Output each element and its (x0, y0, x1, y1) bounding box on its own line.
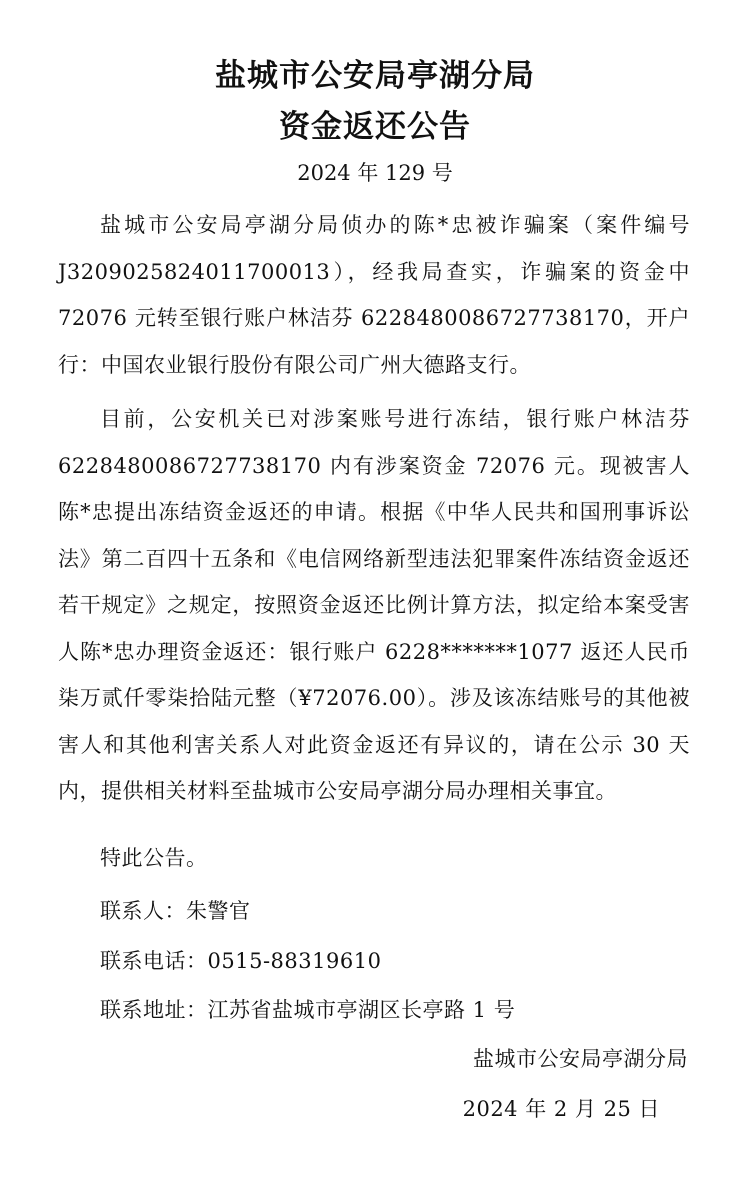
title-line-2: 资金返还公告 (279, 109, 471, 145)
notice-line: 特此公告。 (100, 846, 208, 870)
paragraph-1-text: 盐城市公安局亭湖分局侦办的陈*忠被诈骗案（案件编号J3209025824011700013），经我局查实，诈骗案的资金中 72076 元转至银行账户林洁芬 6228480086727738170，开户行：中国农业银行股份有限公司广州大德路支行。 (58, 213, 690, 377)
contact-person: 联系人：朱警官 (100, 899, 251, 923)
signature-date: 2024 年 2 月 25 日 (462, 1097, 660, 1121)
signature-organization: 盐城市公安局亭湖分局 (473, 1047, 688, 1071)
paragraph-case-details (58, 202, 690, 388)
contact-address: 联系地址：江苏省盐城市亭湖区长亭路 1 号 (100, 998, 516, 1022)
title-line-1: 盐城市公安局亭湖分局 (215, 58, 535, 94)
paragraph-refund-details (58, 396, 690, 815)
paragraph-2-text: 目前，公安机关已对涉案账号进行冻结，银行账户林洁芬6228480086727738170 内有涉案资金 72076 元。现被害人陈*忠提出冻结资金返还的申请。根据《中华人民共和国刑事诉讼法》第二百四十五条和《电信网络新型违法犯罪案件冻结资金返还若干规定》之规定，按照资金返还比例计算方法，拟定给本案受害人陈*忠办理资金返还：银行账户 6228*******1077 返还人民币柒万贰仟零柒拾陆元整（¥72076.00）。涉及该冻结账号的其他被害人和其他利害关系人对此资金返还有异议的，请在公示 30 天内，提供相关材料至盐城市公安局亭湖分局办理相关事宜。 (58, 407, 690, 803)
contact-phone: 联系电话：0515-88319610 (100, 949, 382, 973)
document-number: 2024 年 129 号 (297, 161, 453, 185)
